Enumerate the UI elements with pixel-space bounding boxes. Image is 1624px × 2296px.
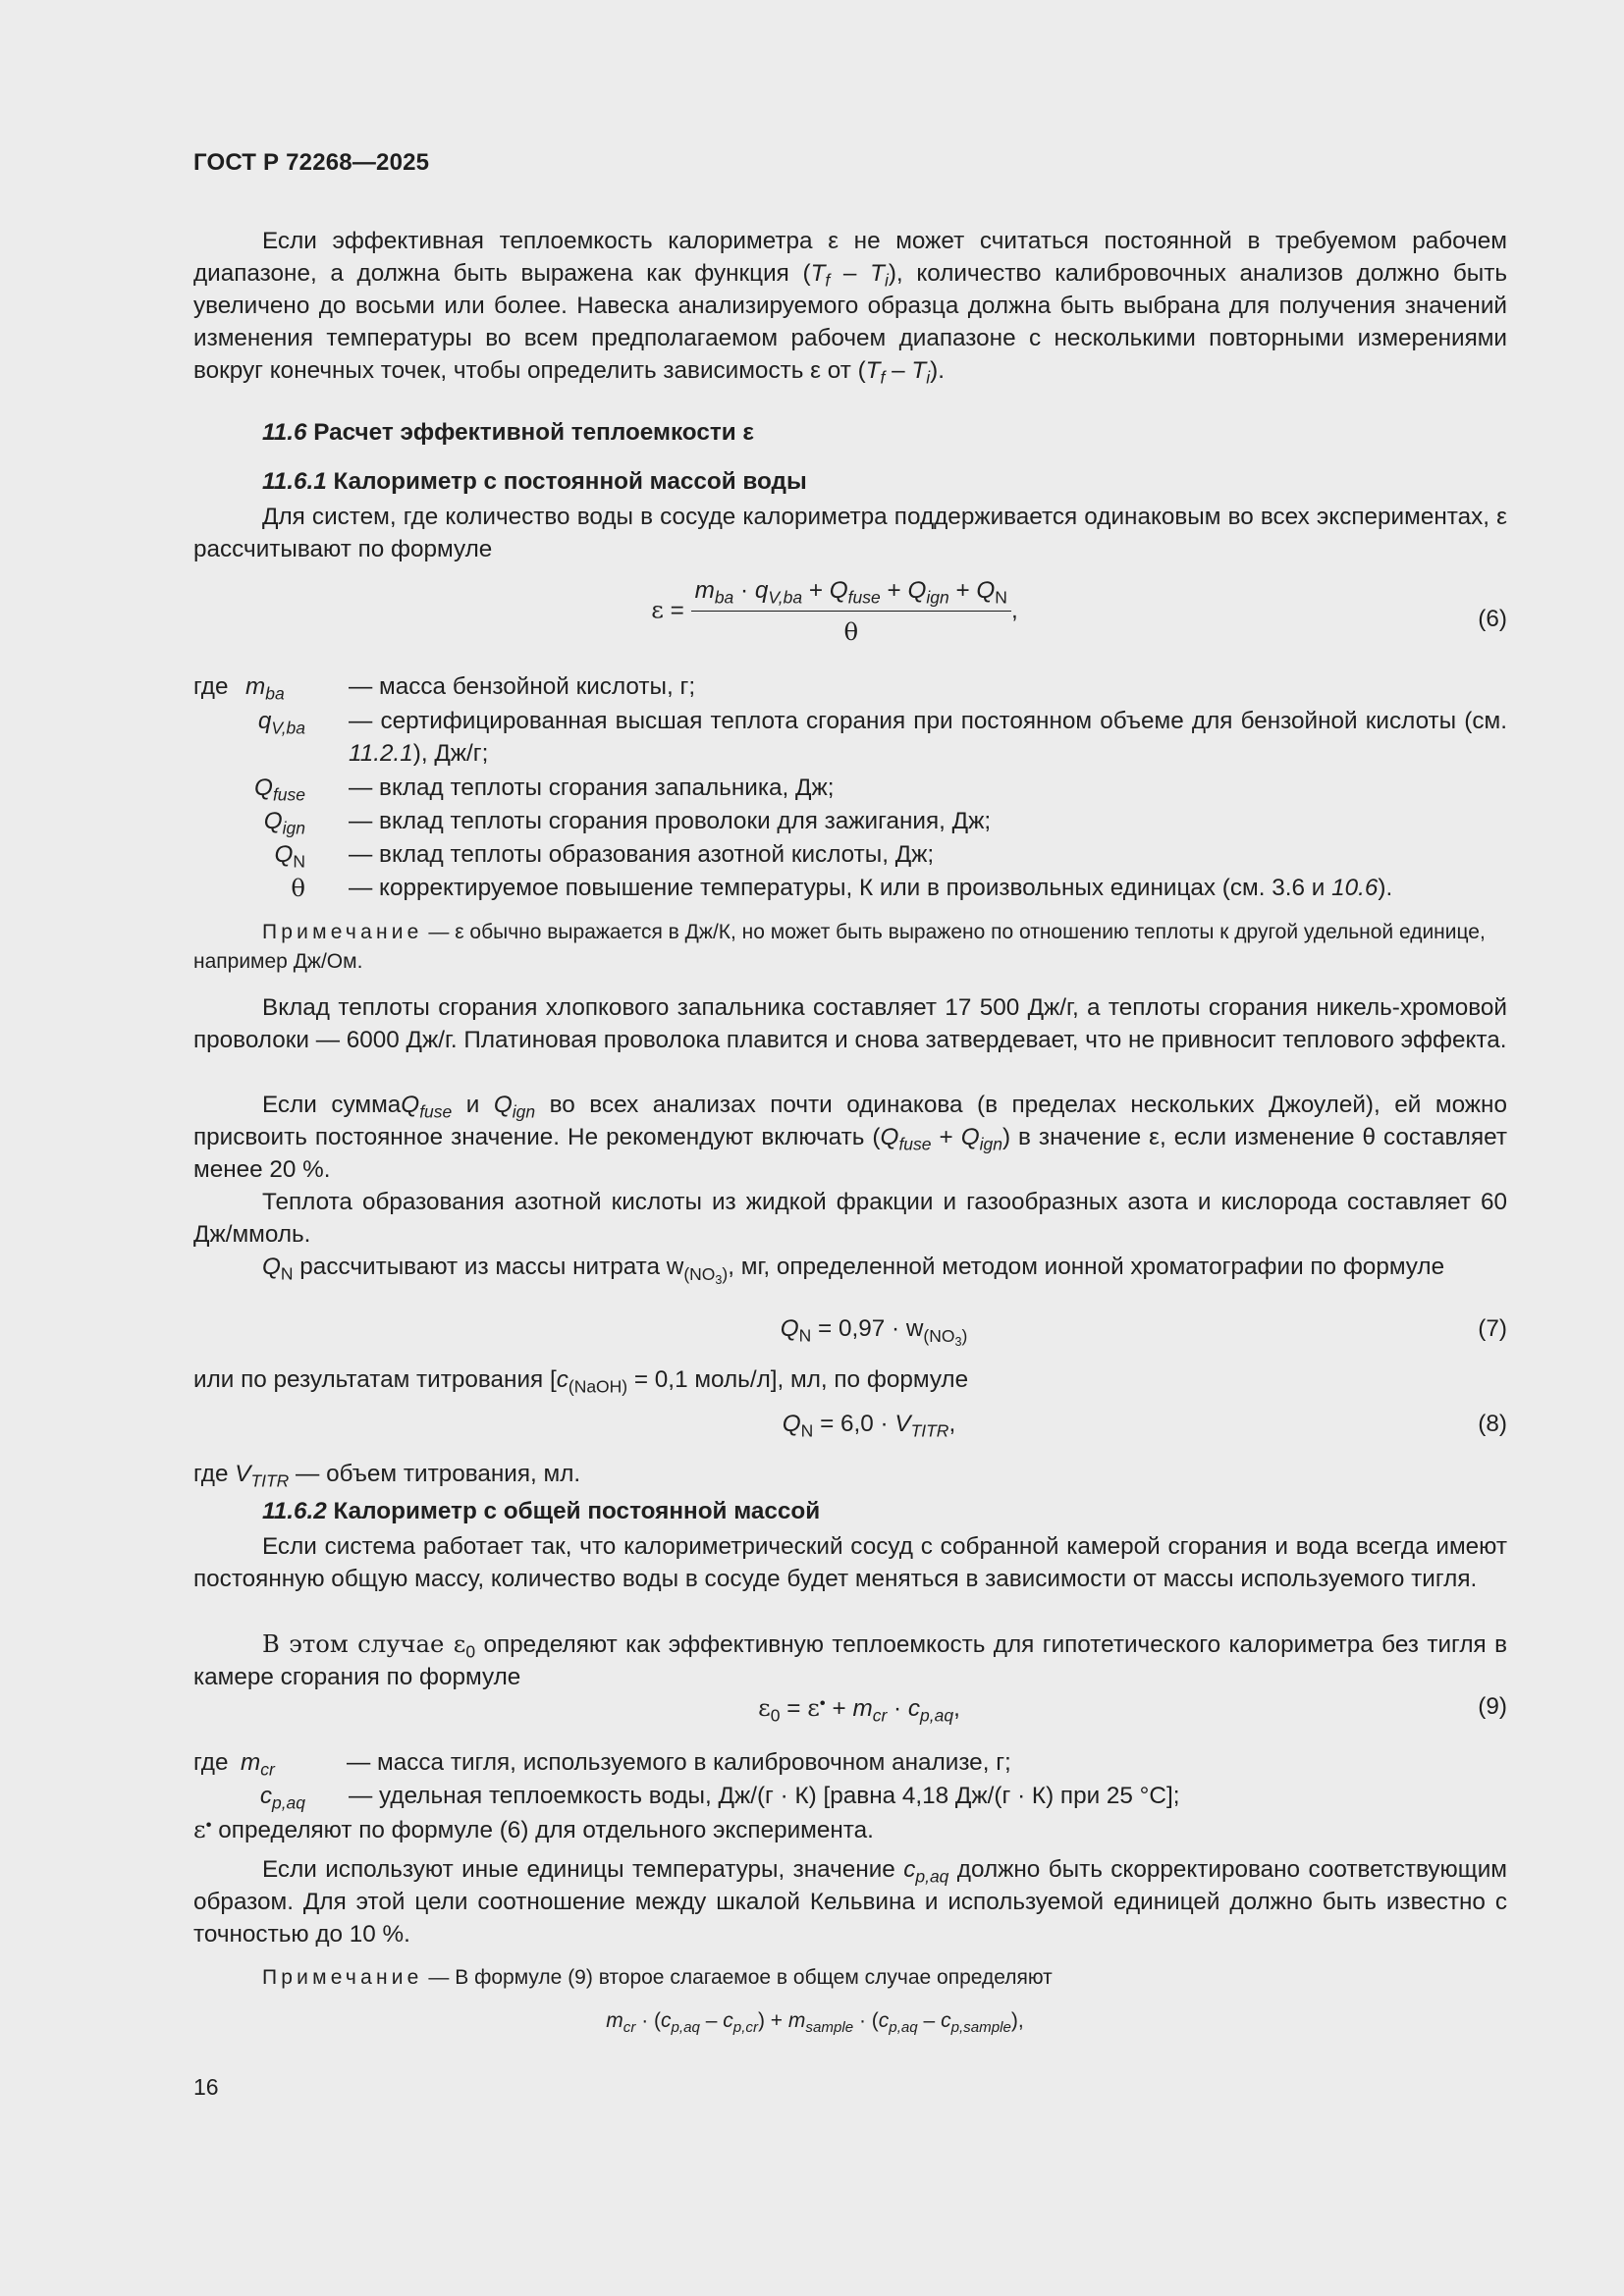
section-11-6-2-paragraph-1: Если система работает так, что калориметрический сосуд с собранной камерой сгорания и вода всегда имеют постоянную общую массу, количество воды в сосуде будет меняться в зависимости от массы используемого тигля. [193, 1533, 1507, 1592]
formula-6-definitions: где $m_{ba}$ — масса бензойной кислоты, г; $q_{V,ba}$ — сертифицированная высшая теплота сгорания при постоянном объеме для бензойной кислоты (см. 11.2.1), Дж/г; $Q_{fuse}$ — вклад теплоты сгорания запальника, Дж; $Q_{ign}$ — вклад теплоты сгорания проволоки для зажигания, Дж; $Q_N$ — вклад теплоты образования азотной кислоты, Дж; θ — корректируемое повышение температуры, К или в произвольных единицах (см. 3.6 и 10.6). [193, 673, 1507, 902]
formula-6-number: (6) [1478, 606, 1507, 632]
paragraph-ignition-heat: Вклад теплоты сгорания хлопкового запальника составляет 17 500 Дж/г, а теплоты сгорания никель-хромовой проволоки — 6000 Дж/г. Платиновая проволока плавится и снова затвердевает, что не привносит теплового эффекта. [193, 994, 1507, 1053]
paragraph-temperature-units: Если используют иные единицы температуры, значение $c_{p,aq}$ должно быть скорректировано соответствующим образом. Для этой цели соотношение между шкалой Кельвина и используемой единицей должно быть известно с точностью до 10 %. [193, 1856, 1507, 1948]
formula-8: $Q_N = 6,0 \cdot V_{TITR}$, [782, 1411, 956, 1441]
intro-paragraph: Если эффективная теплоемкость калориметра ε не может считаться постоянной в требуемом рабочем диапазоне, а должна быть выражена как функция $(T_f - T_i)$, количество калибровочных анализов должно быть увеличено до восьми или более. Навеска анализируемого образца должна быть выбрана для получения значений изменения температуры во всем предполагаемом рабочем диапазоне с несколькими повторными измерениями вокруг конечных точек, чтобы определить зависимость ε от $(T_f - T_i)$. [193, 228, 1508, 388]
section-11-6-1-heading: 11.6.1 Калориметр с постоянной массой воды [262, 468, 807, 495]
formula-note-2: $m_{cr} \cdot (c_{p,aq} - c_{p,cr}) + m_{sample} \cdot (c_{p,aq} - c_{p,sample})$, [606, 2009, 1024, 2036]
section-11-6-2-paragraph-2: В этом случае $\varepsilon_0$ определяют как эффективную теплоемкость для гипотетического калориметра без тигля в камере сгорания по формуле [193, 1629, 1507, 1690]
formula-9-definitions: где $m_{cr}$ — масса тигля, используемого в калибровочном анализе, г; $c_{p,aq}$ — удельная теплоемкость воды, Дж/(г · К) [равна 4,18 Дж/(г · К) при 25 °С]; ε• определяют по формуле (6) для отдельного эксперимента. [193, 1749, 1180, 1843]
paragraph-titration: или по результатам титрования [$c_{(NaOH)} = 0,1$ моль/л], мл, по формуле [193, 1366, 969, 1397]
section-11-6-1-paragraph: Для систем, где количество воды в сосуде калориметра поддерживается одинаковым во всех экспериментах, ε рассчитывают по формуле [193, 504, 1507, 562]
paragraph-vtitr-def: где $V_{TITR}$ — объем титрования, мл. [193, 1461, 581, 1491]
page-number: 16 [193, 2074, 219, 2100]
paragraph-sum-constant: Если суммаQ$_{fuse}$ и $Q_{ign}$ во всех анализах почти одинакова (в пределах нескольких Джоулей), ей можно присвоить постоянное значение. Не рекомендуют включать $(Q_{fuse} + Q_{ign})$ в значение ε, если изменение θ составляет менее 20 %. [193, 1092, 1507, 1183]
formula-8-number: (8) [1478, 1411, 1507, 1437]
document-header: ГОСТ Р 72268—2025 [193, 149, 430, 176]
formula-7: $Q_N = 0,97 \cdot w_{(NO_3)}$ [780, 1315, 968, 1349]
paragraph-qn-calc: $Q_N$ рассчитывают из массы нитрата $w_{(NO_3)}$, мг, определенной методом ионной хроматографии по формуле [262, 1254, 1445, 1287]
formula-7-number: (7) [1478, 1315, 1507, 1342]
note-2: Примечание — В формуле (9) второе слагаемое в общем случае определяют [262, 1966, 1053, 1989]
section-11-6-2-heading: 11.6.2 Калориметр с общей постоянной массой [262, 1498, 821, 1524]
section-11-6-heading: 11.6 Расчет эффективной теплоемкости ε [262, 419, 754, 446]
note-1: Примечание — ε обычно выражается в Дж/К, но может быть выражено по отношению теплоты к другой удельной единице, например Дж/Ом. [193, 921, 1486, 973]
formula-9-number: (9) [1478, 1693, 1507, 1720]
paragraph-nitric-acid: Теплота образования азотной кислоты из жидкой фракции и газообразных азота и кислорода составляет 60 Дж/ммоль. [193, 1189, 1507, 1248]
formula-6: ε = $\frac{m_{ba} \cdot q_{V,ba} + Q_{fuse} + Q_{ign} + Q_N}{\theta}$ , [651, 577, 1018, 646]
formula-9: $\varepsilon_0 = \varepsilon^• + m_{cr} \cdot c_{p,aq}$, [758, 1693, 960, 1726]
